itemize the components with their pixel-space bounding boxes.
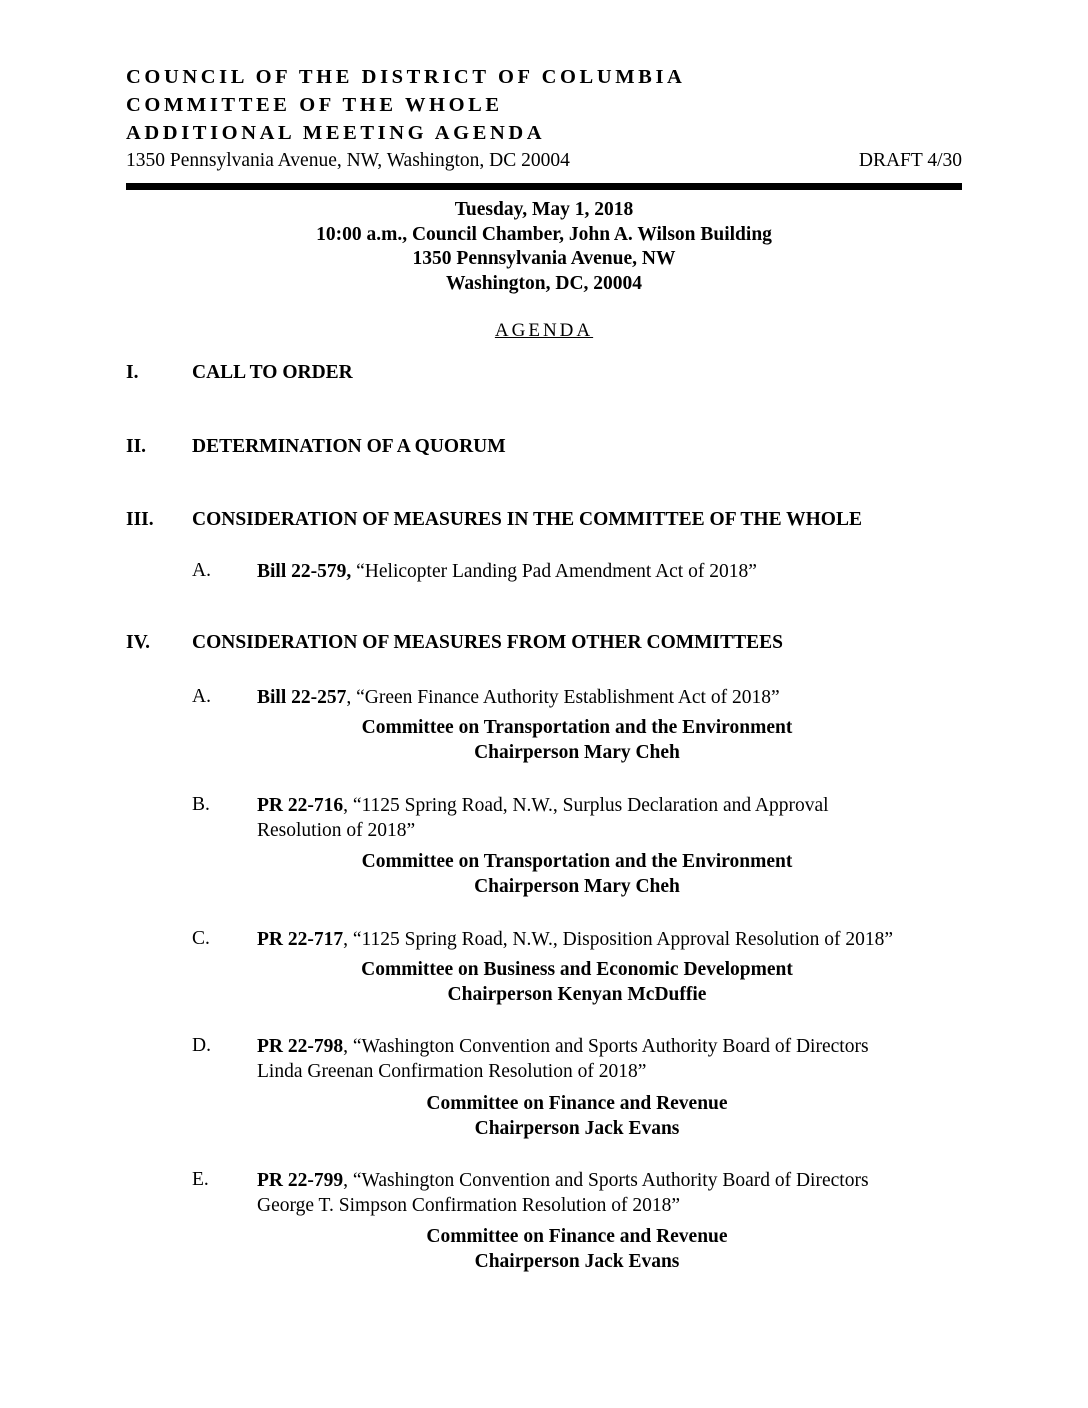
header-agenda-type: ADDITIONAL MEETING AGENDA xyxy=(126,122,546,144)
bill-title: , “Washington Convention and Sports Authority Board of Directors xyxy=(343,1170,869,1191)
committee-name: Committee on Finance and Revenue xyxy=(426,1093,728,1114)
committee-chair: Chairperson Mary Cheh xyxy=(474,741,680,763)
committee-block xyxy=(257,850,897,899)
committee-chair: Chairperson Jack Evans xyxy=(474,1250,680,1272)
bill-number: Bill 22-579, xyxy=(257,561,352,582)
committee-chair: Chairperson Mary Cheh xyxy=(474,875,680,897)
committee-block xyxy=(257,1225,897,1274)
committee-block xyxy=(257,716,897,765)
agenda-item xyxy=(257,560,962,585)
item-letter: D. xyxy=(192,1035,211,1056)
committee-chair: Chairperson Kenyan McDuffie xyxy=(447,983,707,1005)
committee-name: Committee on Transportation and the Environment xyxy=(361,851,793,872)
header-committee: COMMITTEE OF THE WHOLE xyxy=(126,94,503,116)
meeting-street: 1350 Pennsylvania Avenue, NW xyxy=(412,248,676,269)
item-letter: A. xyxy=(192,560,211,581)
agenda-heading: AGENDA xyxy=(494,320,594,341)
meeting-time-place: 10:00 a.m., Council Chamber, John A. Wilson Building xyxy=(316,223,772,245)
header-divider xyxy=(126,183,962,190)
header-council: COUNCIL OF THE DISTRICT OF COLUMBIA xyxy=(126,66,686,88)
committee-name: Committee on Finance and Revenue xyxy=(426,1226,728,1247)
committee-chair: Chairperson Jack Evans xyxy=(474,1117,680,1139)
bill-title: , “1125 Spring Road, N.W., Surplus Declaration and Approval xyxy=(343,795,829,816)
agenda-item xyxy=(257,1169,962,1218)
committee-name: Committee on Business and Economic Development xyxy=(361,959,793,980)
bill-number: PR 22-717 xyxy=(257,929,344,950)
bill-number: PR 22-798 xyxy=(257,1036,344,1057)
section-title: DETERMINATION OF A QUORUM xyxy=(192,436,506,457)
item-letter: A. xyxy=(192,686,211,707)
bill-number: PR 22-716 xyxy=(257,795,344,816)
section-number: IV. xyxy=(126,632,151,653)
meeting-date: Tuesday, May 1, 2018 xyxy=(454,199,634,220)
agenda-item xyxy=(257,1035,962,1084)
committee-name: Committee on Transportation and the Environment xyxy=(361,717,793,738)
item-letter: E. xyxy=(192,1169,209,1190)
bill-title-cont: George T. Simpson Confirmation Resolution of 2018” xyxy=(257,1194,681,1216)
section-number: I. xyxy=(126,362,139,383)
bill-title: “Helicopter Landing Pad Amendment Act of 2018” xyxy=(351,561,757,582)
agenda-item xyxy=(257,686,962,711)
agenda-item xyxy=(257,928,962,953)
committee-block xyxy=(257,958,897,1007)
bill-number: Bill 22-257 xyxy=(257,687,347,708)
section-number: II. xyxy=(126,436,147,457)
header-address: 1350 Pennsylvania Avenue, NW, Washington, DC 20004 xyxy=(126,150,570,171)
bill-title: , “Washington Convention and Sports Authority Board of Directors xyxy=(343,1036,869,1057)
meeting-city: Washington, DC, 20004 xyxy=(445,272,643,294)
section-title: CONSIDERATION OF MEASURES IN THE COMMITTEE OF THE WHOLE xyxy=(192,509,862,530)
draft-label: DRAFT 4/30 xyxy=(858,150,962,171)
item-letter: C. xyxy=(192,928,210,949)
bill-title-cont: Resolution of 2018” xyxy=(257,819,416,841)
item-letter: B. xyxy=(192,794,210,815)
bill-title-cont: Linda Greenan Confirmation Resolution of 2018” xyxy=(257,1060,647,1082)
meeting-info xyxy=(126,198,962,296)
section-number: III. xyxy=(126,509,154,530)
bill-number: PR 22-799 xyxy=(257,1170,344,1191)
section-title: CALL TO ORDER xyxy=(192,362,353,383)
bill-title: , “1125 Spring Road, N.W., Disposition Approval Resolution of 2018” xyxy=(343,929,894,950)
bill-title: , “Green Finance Authority Establishment Act of 2018” xyxy=(346,687,780,708)
agenda-item xyxy=(257,794,962,843)
section-title: CONSIDERATION OF MEASURES FROM OTHER COMMITTEES xyxy=(192,632,784,653)
committee-block xyxy=(257,1092,897,1141)
